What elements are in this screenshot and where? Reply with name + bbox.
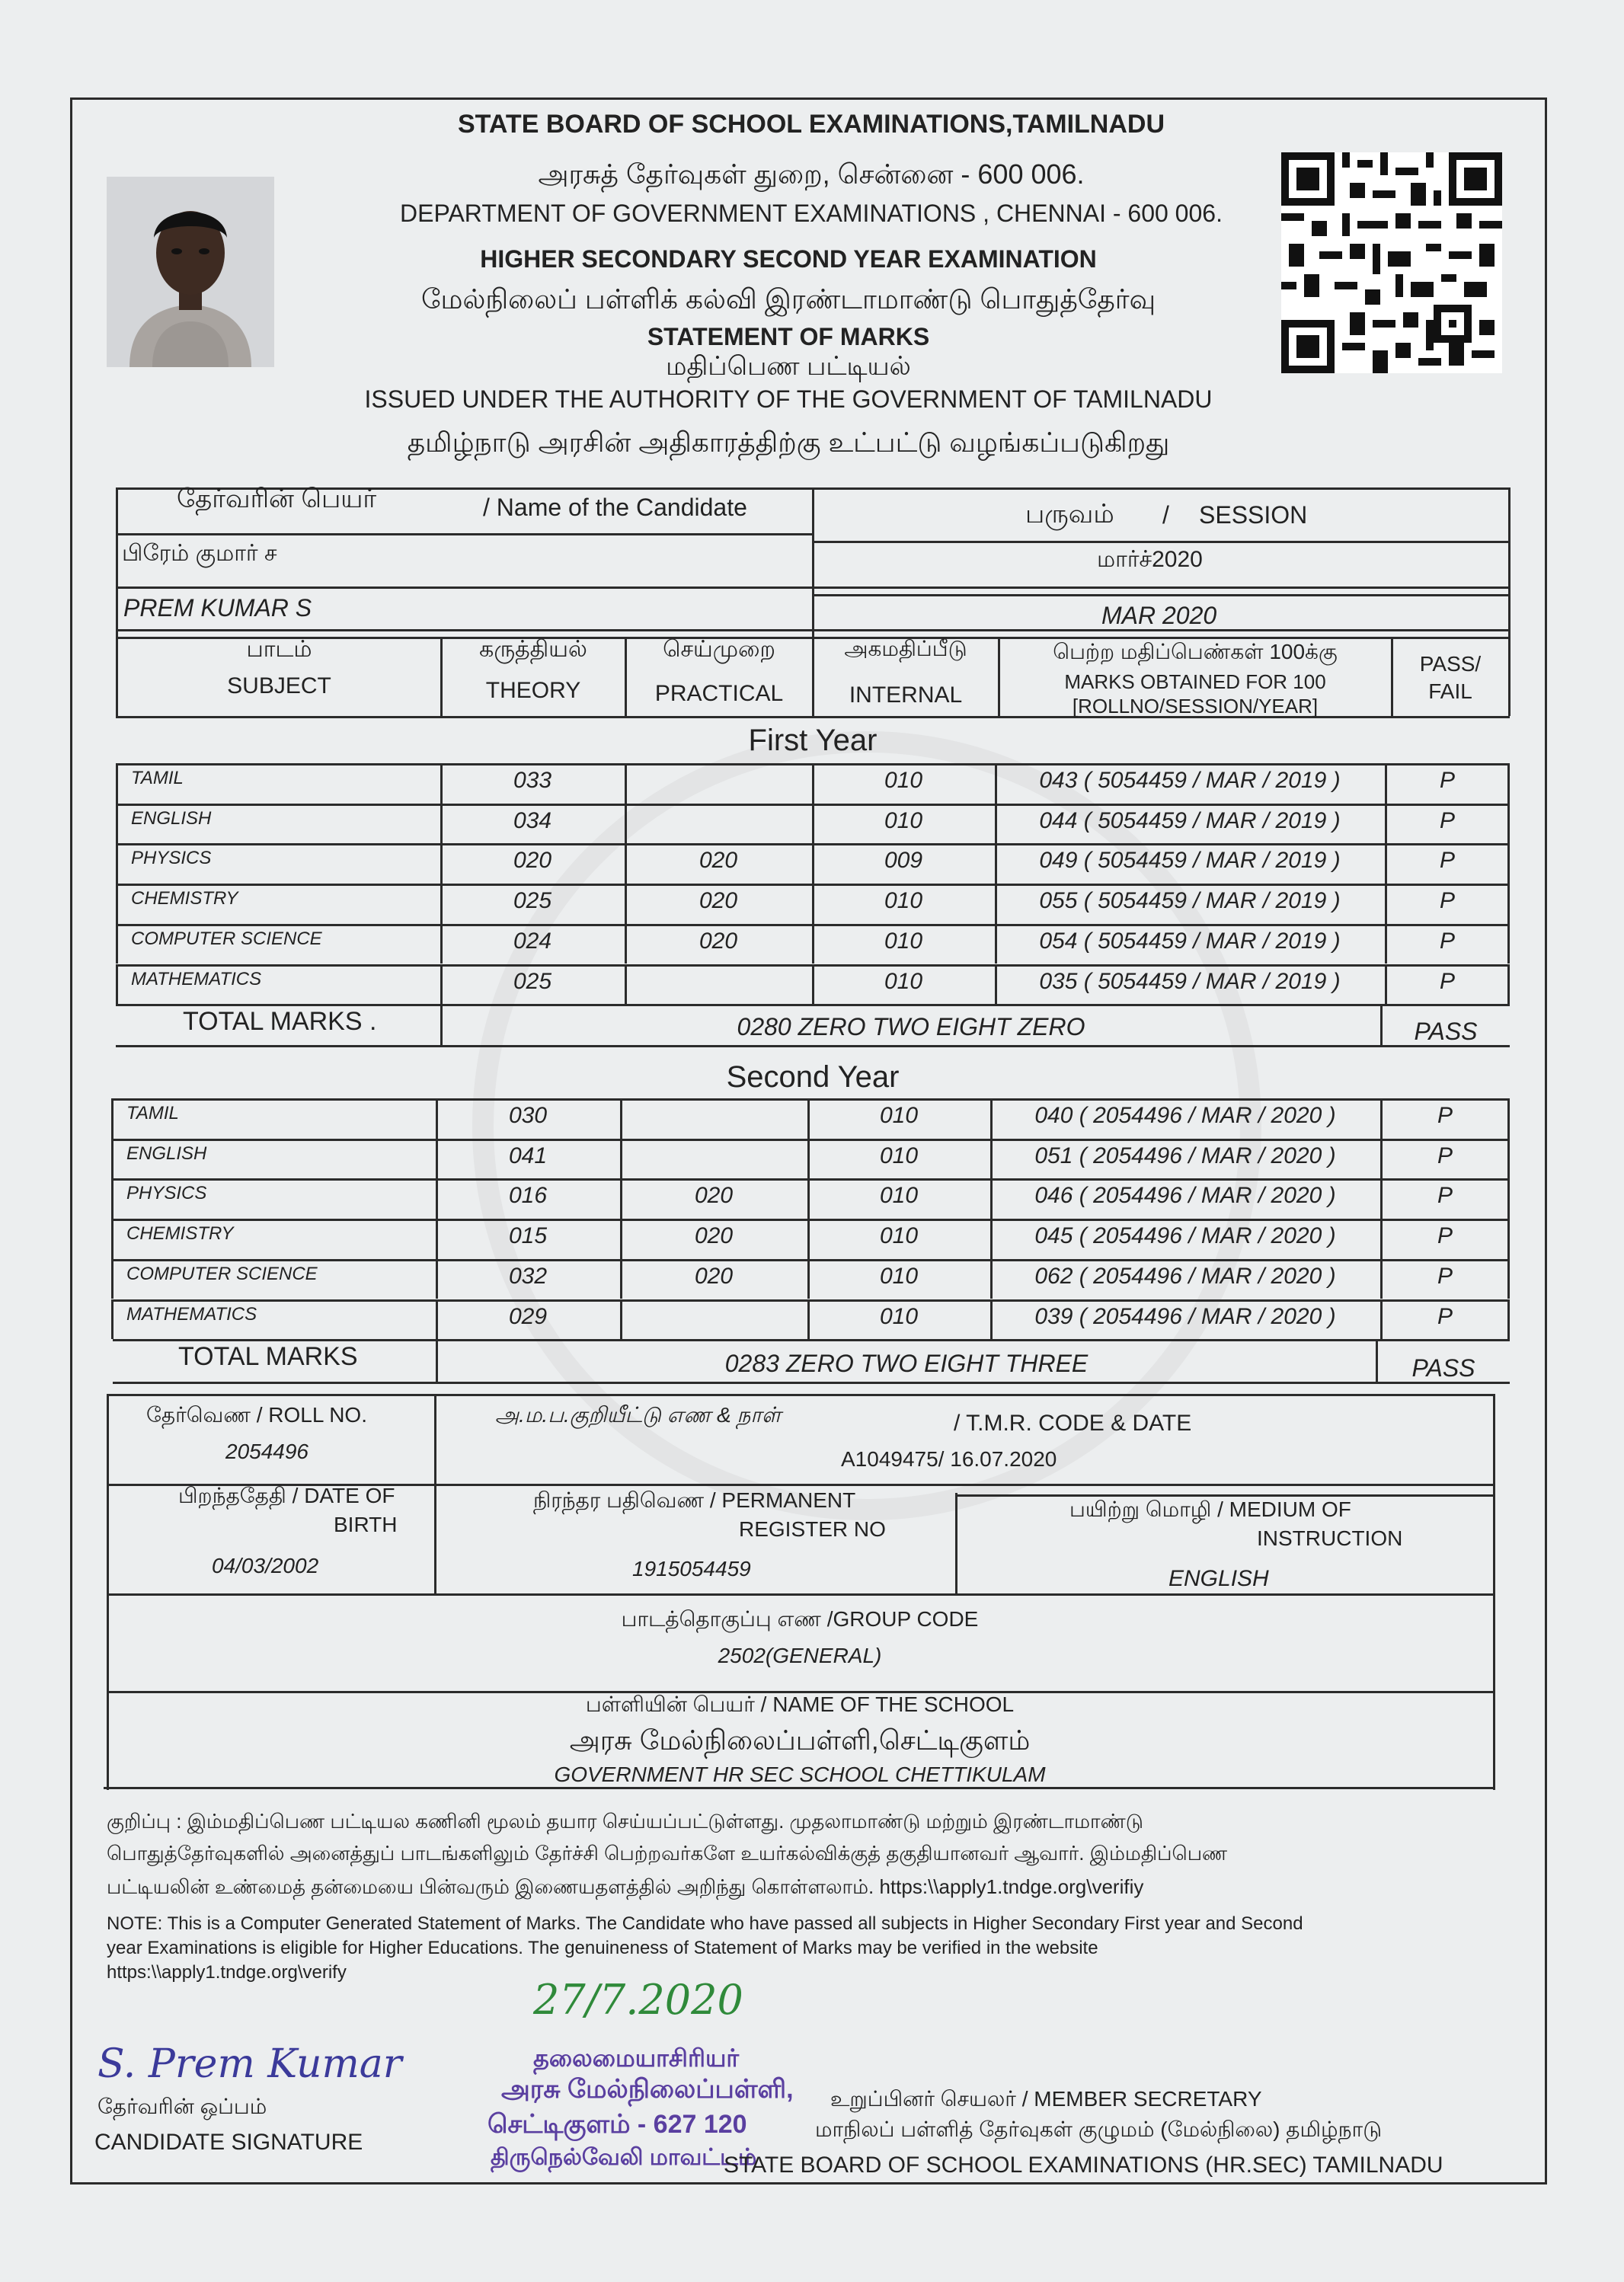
note-tamil-1: குறிப்பு : இம்மதிப்பெண பட்டியல கணினி மூலம் தயார செய்யப்பட்டுள்ளது. முதலாமாண்டு மற்றும் இரண்டாமாண்டு bbox=[107, 1810, 1143, 1833]
first-year-result: PASS bbox=[1414, 1018, 1478, 1045]
result-cell: P bbox=[1437, 1303, 1453, 1329]
theory-cell: 025 bbox=[513, 888, 552, 914]
theory-cell: 029 bbox=[508, 1303, 548, 1329]
internal-cell: 010 bbox=[879, 1143, 919, 1168]
practical-cell: 020 bbox=[694, 1263, 734, 1289]
roll-label: தேர்வெண / ROLL NO. bbox=[146, 1403, 367, 1427]
school-name-tamil: அரசு மேல்நிலைப்பள்ளி,செட்டிகுளம் bbox=[569, 1724, 1031, 1756]
marks-cell: 062 ( 2054496 / MAR / 2020 ) bbox=[1034, 1263, 1336, 1289]
note-english-3: https:\\apply1.tndge.org\verify bbox=[107, 1962, 347, 1983]
register-label: நிரந்தர பதிவெண / PERMANENT bbox=[533, 1488, 856, 1512]
stamp-line-1: தலைமையாசிரியர் bbox=[533, 2044, 740, 2072]
subject-cell: PHYSICS bbox=[131, 848, 212, 869]
note-english-2: year Examinations is eligible for Higher Educations. The genuineness of Statement of Marks may be verified in the website bbox=[107, 1938, 1098, 1958]
column-divider bbox=[620, 1098, 622, 1139]
stamp-line-2: அரசு மேல்நிலைப்பள்ளி, bbox=[501, 2075, 794, 2104]
internal-header: INTERNAL bbox=[849, 682, 963, 708]
session-value-tamil: மார்ச்2020 bbox=[1097, 547, 1203, 572]
marks-cell: 049 ( 5054459 / MAR / 2019 ) bbox=[1039, 848, 1341, 874]
statement-title-tamil: மதிப்பெண பட்டியல் bbox=[666, 352, 911, 381]
dept-english: DEPARTMENT OF GOVERNMENT EXAMINATIONS , CHENNAI - 600 006. bbox=[400, 200, 1223, 227]
note-tamil-2: பொதுத்தேர்வுகளில் அனைத்துப் பாடங்களிலும் தேர்ச்சி பெற்றவர்களே உயர்கல்விக்குத் தகுதியானவர் ஆவார். இம்மதிப்பெண bbox=[107, 1842, 1228, 1865]
column-divider bbox=[116, 843, 118, 884]
column-divider bbox=[116, 964, 118, 1005]
marks-cell: 035 ( 5054459 / MAR / 2019 ) bbox=[1039, 968, 1341, 994]
candidate-label-english: / Name of the Candidate bbox=[483, 494, 747, 521]
internal-cell: 010 bbox=[884, 968, 923, 994]
stamp-line-3: செட்டிகுளம் - 627 120 bbox=[488, 2110, 747, 2139]
result-cell: P bbox=[1437, 1263, 1453, 1289]
theory-cell: 025 bbox=[513, 968, 552, 994]
marks-cell: 045 ( 2054496 / MAR / 2020 ) bbox=[1034, 1223, 1336, 1249]
result-cell: P bbox=[1437, 1143, 1453, 1168]
tmr-label-english: / T.M.R. CODE & DATE bbox=[954, 1411, 1192, 1436]
register-label-2: REGISTER NO bbox=[739, 1517, 886, 1541]
column-divider bbox=[116, 763, 118, 804]
subject-cell: TAMIL bbox=[126, 1103, 179, 1123]
internal-cell: 010 bbox=[884, 768, 923, 793]
column-divider bbox=[620, 1299, 622, 1340]
pass-fail-header-2: FAIL bbox=[1428, 679, 1472, 703]
column-divider bbox=[620, 1139, 622, 1179]
subject-cell: COMPUTER SCIENCE bbox=[126, 1263, 318, 1284]
board-name-tamil: மாநிலப் பள்ளித் தேர்வுகள் குழுமம் (மேல்நிலை) தமிழ்நாடு bbox=[815, 2117, 1383, 2141]
first-year-total-value: 0280 ZERO TWO EIGHT ZERO bbox=[737, 1013, 1085, 1040]
result-cell: P bbox=[1439, 848, 1455, 874]
board-title: STATE BOARD OF SCHOOL EXAMINATIONS,TAMILNADU bbox=[457, 110, 1165, 139]
candidate-photo bbox=[107, 177, 274, 367]
first-year-title: First Year bbox=[748, 724, 878, 757]
candidate-label-tamil: தேர்வரின் பெயர் bbox=[177, 484, 377, 513]
subject-cell: ENGLISH bbox=[126, 1143, 207, 1164]
group-label: பாடத்தொகுப்பு எண /GROUP CODE bbox=[621, 1607, 979, 1631]
theory-header: THEORY bbox=[485, 678, 581, 703]
row-divider bbox=[111, 1139, 1510, 1141]
internal-cell: 009 bbox=[884, 848, 923, 874]
internal-cell: 010 bbox=[879, 1183, 919, 1209]
subject-cell: CHEMISTRY bbox=[126, 1223, 234, 1245]
row-divider bbox=[111, 1259, 1510, 1261]
theory-cell: 033 bbox=[513, 768, 552, 793]
candidate-sign-label-tamil: தேர்வரின் ஒப்பம் bbox=[98, 2095, 267, 2118]
school-name-english: GOVERNMENT HR SEC SCHOOL CHETTIKULAM bbox=[554, 1763, 1046, 1786]
column-divider bbox=[116, 804, 118, 844]
internal-cell: 010 bbox=[884, 928, 923, 954]
theory-cell: 041 bbox=[508, 1143, 548, 1168]
theory-cell: 034 bbox=[513, 807, 552, 833]
note-tamil-3: பட்டியலின் உண்மைத் தன்மையை பின்வரும் இணையதளத்தில் அறிந்து கொள்ளலாம். https:\\apply1.tndge.org\verifiy bbox=[107, 1875, 1144, 1898]
practical-cell: 020 bbox=[694, 1183, 734, 1209]
subject-cell: MATHEMATICS bbox=[126, 1303, 257, 1325]
tmr-label-tamil: அ.ம.ப.குறியீட்டு எண & நாள் bbox=[495, 1403, 782, 1427]
marks-header-2: [ROLLNO/SESSION/YEAR] bbox=[1072, 695, 1319, 718]
marks-cell: 044 ( 5054459 / MAR / 2019 ) bbox=[1039, 807, 1341, 833]
stamp-line-4: திருநெல்வேலி மாவட்டம் bbox=[491, 2145, 757, 2170]
internal-header-tamil: அகமதிப்பீடு bbox=[844, 637, 967, 660]
column-divider bbox=[111, 1259, 113, 1299]
roll-value: 2054496 bbox=[225, 1440, 309, 1463]
practical-cell: 020 bbox=[699, 928, 738, 954]
theory-cell: 020 bbox=[513, 848, 552, 874]
session-value-english: MAR 2020 bbox=[1101, 602, 1217, 629]
practical-cell: 020 bbox=[699, 848, 738, 874]
result-cell: P bbox=[1439, 768, 1455, 793]
marks-cell: 055 ( 5054459 / MAR / 2019 ) bbox=[1039, 888, 1341, 914]
register-value: 1915054459 bbox=[632, 1557, 751, 1580]
second-year-total-label: TOTAL MARKS bbox=[178, 1342, 358, 1371]
exam-title: HIGHER SECONDARY SECOND YEAR EXAMINATION bbox=[480, 245, 1097, 273]
school-label: பள்ளியின் பெயர் / NAME OF THE SCHOOL bbox=[585, 1692, 1015, 1716]
second-year-title: Second Year bbox=[726, 1060, 900, 1094]
marks-header-tamil: பெற்ற மதிப்பெண்கள் 100க்கு bbox=[1053, 640, 1338, 663]
result-cell: P bbox=[1439, 928, 1455, 954]
result-cell: P bbox=[1439, 807, 1455, 833]
dept-tamil: அரசுத் தேர்வுகள் துறை, சென்னை - 600 006. bbox=[538, 158, 1085, 190]
column-divider bbox=[111, 1098, 113, 1139]
theory-cell: 024 bbox=[513, 928, 552, 954]
session-label-sep: / bbox=[1162, 501, 1169, 529]
exam-title-tamil: மேல்நிலைப் பள்ளிக் கல்வி இரண்டாமாண்டு பொதுத்தேர்வு bbox=[420, 283, 1156, 315]
practical-header: PRACTICAL bbox=[654, 681, 784, 706]
subject-cell: TAMIL bbox=[131, 768, 184, 788]
theory-cell: 030 bbox=[508, 1103, 548, 1128]
authority-english: ISSUED UNDER THE AUTHORITY OF THE GOVERNMENT OF TAMILNADU bbox=[364, 385, 1213, 413]
candidate-signature: S. Prem Kumar bbox=[98, 2041, 402, 2087]
practical-cell: 020 bbox=[694, 1223, 734, 1249]
internal-cell: 010 bbox=[879, 1103, 919, 1128]
candidate-name-english: PREM KUMAR S bbox=[123, 594, 312, 622]
subject-header: SUBJECT bbox=[227, 673, 331, 698]
internal-cell: 010 bbox=[879, 1263, 919, 1289]
second-year-result: PASS bbox=[1411, 1354, 1475, 1382]
column-divider bbox=[625, 763, 627, 804]
internal-cell: 010 bbox=[884, 888, 923, 914]
dob-label: பிறந்ததேதி / DATE OF bbox=[178, 1484, 395, 1507]
column-divider bbox=[111, 1219, 113, 1259]
theory-cell: 016 bbox=[508, 1183, 548, 1209]
row-divider bbox=[111, 1299, 1510, 1302]
subject-cell: MATHEMATICS bbox=[131, 968, 262, 989]
marks-header-1: MARKS OBTAINED FOR 100 bbox=[1064, 670, 1326, 693]
marks-cell: 046 ( 2054496 / MAR / 2020 ) bbox=[1034, 1183, 1336, 1209]
marks-cell: 043 ( 5054459 / MAR / 2019 ) bbox=[1039, 768, 1341, 793]
subject-cell: ENGLISH bbox=[131, 807, 212, 829]
column-divider bbox=[116, 884, 118, 924]
column-divider bbox=[116, 924, 118, 964]
column-divider bbox=[625, 964, 627, 1005]
headmaster-date: 27/7.2020 bbox=[533, 1976, 743, 2024]
marks-cell: 054 ( 5054459 / MAR / 2019 ) bbox=[1039, 928, 1341, 954]
practical-header-tamil: செய்முறை bbox=[663, 637, 775, 662]
session-label-english: SESSION bbox=[1199, 501, 1308, 529]
session-label-tamil: பருவம் bbox=[1025, 500, 1114, 529]
row-divider bbox=[111, 1219, 1510, 1221]
marks-cell: 051 ( 2054496 / MAR / 2020 ) bbox=[1034, 1143, 1336, 1168]
medium-label: பயிற்று மொழி / MEDIUM OF bbox=[1069, 1497, 1351, 1521]
marks-cell: 039 ( 2054496 / MAR / 2020 ) bbox=[1034, 1303, 1336, 1329]
candidate-name-tamil: பிரேம் குமார் ச bbox=[122, 541, 277, 566]
dob-value: 04/03/2002 bbox=[212, 1554, 319, 1577]
tmr-value: A1049475/ 16.07.2020 bbox=[841, 1447, 1057, 1471]
result-cell: P bbox=[1437, 1103, 1453, 1128]
second-year-total-value: 0283 ZERO TWO EIGHT THREE bbox=[724, 1350, 1089, 1377]
subject-header-tamil: பாடம் bbox=[246, 637, 312, 662]
authority-tamil: தமிழ்நாடு அரசின் அதிகாரத்திற்கு உட்பட்டு வழங்கப்படுகிறது bbox=[407, 427, 1170, 458]
column-divider bbox=[111, 1299, 113, 1340]
candidate-sign-label: CANDIDATE SIGNATURE bbox=[94, 2130, 363, 2155]
column-divider bbox=[111, 1139, 113, 1179]
result-cell: P bbox=[1437, 1223, 1453, 1249]
subject-cell: PHYSICS bbox=[126, 1183, 207, 1204]
theory-cell: 032 bbox=[508, 1263, 548, 1289]
theory-header-tamil: கருத்தியல் bbox=[479, 637, 587, 662]
column-divider bbox=[625, 804, 627, 844]
result-cell: P bbox=[1439, 968, 1455, 994]
first-year-total-label: TOTAL MARKS . bbox=[183, 1007, 377, 1036]
group-value: 2502(GENERAL) bbox=[718, 1644, 882, 1667]
internal-cell: 010 bbox=[879, 1223, 919, 1249]
theory-cell: 015 bbox=[508, 1223, 548, 1249]
internal-cell: 010 bbox=[879, 1303, 919, 1329]
row-divider bbox=[111, 1178, 1510, 1181]
pass-fail-header-1: PASS/ bbox=[1419, 652, 1482, 676]
result-cell: P bbox=[1439, 888, 1455, 914]
note-english-1: NOTE: This is a Computer Generated Statement of Marks. The Candidate who have passed all subjects in Higher Secondary First year and Second bbox=[107, 1913, 1303, 1934]
dob-label-2: BIRTH bbox=[334, 1513, 398, 1536]
subject-cell: CHEMISTRY bbox=[131, 888, 238, 909]
member-secretary: உறுப்பினர் செயலர் / MEMBER SECRETARY bbox=[830, 2087, 1262, 2111]
result-cell: P bbox=[1437, 1183, 1453, 1209]
medium-label-2: INSTRUCTION bbox=[1257, 1526, 1403, 1550]
marks-cell: 040 ( 2054496 / MAR / 2020 ) bbox=[1034, 1103, 1336, 1128]
board-name-english: STATE BOARD OF SCHOOL EXAMINATIONS (HR.SEC) TAMILNADU bbox=[724, 2153, 1443, 2178]
column-divider bbox=[111, 1178, 113, 1219]
statement-title: STATEMENT OF MARKS bbox=[647, 323, 930, 350]
subject-cell: COMPUTER SCIENCE bbox=[131, 928, 322, 949]
internal-cell: 010 bbox=[884, 807, 923, 833]
medium-value: ENGLISH bbox=[1168, 1566, 1269, 1591]
practical-cell: 020 bbox=[699, 888, 738, 914]
